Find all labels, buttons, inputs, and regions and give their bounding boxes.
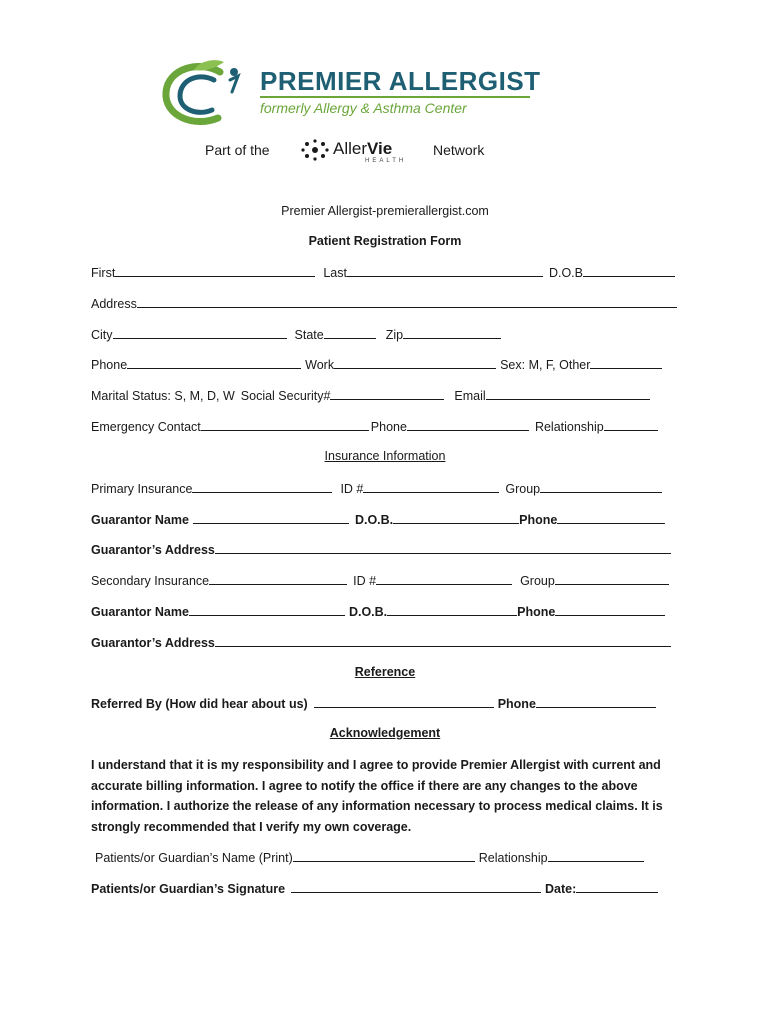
referred-by-phone-field[interactable] [536, 695, 656, 708]
brand-name: PREMIER ALLERGIST [260, 66, 541, 96]
secondary-insurance-field[interactable] [209, 572, 347, 585]
secondary-guarantor-name-field[interactable] [189, 603, 345, 616]
ssn-field[interactable] [330, 387, 444, 400]
primary-guarantor-address-field[interactable] [215, 541, 671, 554]
zip-field[interactable] [403, 326, 501, 339]
first-name-field[interactable] [115, 264, 315, 277]
last-name-field[interactable] [347, 264, 543, 277]
secondary-id-field[interactable] [376, 572, 512, 585]
emergency-row: Emergency Contact Phone Relationship [91, 418, 658, 436]
signature-row: Patients/or Guardian’s Signature Date: [91, 880, 658, 898]
guardian-name-row: Patients/or Guardian’s Name (Print) Relationship [95, 849, 644, 867]
address-row: Address [91, 295, 677, 313]
secondary-guarantor-row: Guarantor Name D.O.B. Phone [91, 603, 665, 621]
name-row: First Last D.O.B [91, 264, 675, 282]
brand-subtitle: formerly Allergy & Asthma Center [260, 100, 467, 116]
primary-guarantor-name-field[interactable] [193, 511, 349, 524]
primary-guarantor-phone-field[interactable] [557, 511, 665, 524]
reference-heading: Reference [354, 665, 416, 679]
emergency-contact-field[interactable] [201, 418, 369, 431]
phone-row: Phone Work Sex: M, F, Other [91, 356, 662, 374]
secondary-insurance-row: Secondary Insurance ID # Group [91, 572, 669, 590]
referred-by-row: Referred By (How did hear about us) Phone [91, 695, 656, 713]
primary-insurance-row: Primary Insurance ID # Group [91, 480, 662, 498]
emergency-relationship-field[interactable] [604, 418, 658, 431]
work-phone-field[interactable] [334, 356, 496, 369]
brand-divider [260, 96, 530, 98]
premier-allergist-logo [160, 58, 540, 130]
acknowledgement-heading: Acknowledgement [329, 726, 441, 740]
marital-row: Marital Status: S, M, D, W Social Security# Email [91, 387, 650, 405]
primary-guarantor-row: Guarantor Name D.O.B. Phone [91, 511, 665, 529]
address-field[interactable] [137, 295, 677, 308]
network-brand: AllerVie [333, 139, 393, 158]
guardian-relationship-field[interactable] [548, 849, 644, 862]
email-field[interactable] [486, 387, 650, 400]
network-prefix: Part of the [205, 142, 270, 158]
swoosh-logo-icon [160, 58, 252, 130]
secondary-guarantor-address-row: Guarantor’s Address [91, 634, 671, 652]
phone-field[interactable] [127, 356, 301, 369]
signature-field[interactable] [291, 880, 541, 893]
sex-field[interactable] [590, 356, 662, 369]
state-field[interactable] [324, 326, 376, 339]
dob-field[interactable] [583, 264, 675, 277]
primary-insurance-field[interactable] [192, 480, 332, 493]
date-field[interactable] [576, 880, 658, 893]
emergency-phone-field[interactable] [407, 418, 529, 431]
insurance-heading: Insurance Information [324, 449, 446, 463]
primary-id-field[interactable] [363, 480, 499, 493]
secondary-guarantor-dob-field[interactable] [387, 603, 517, 616]
secondary-guarantor-phone-field[interactable] [555, 603, 665, 616]
site-line: Premier Allergist-premierallergist.com [281, 204, 489, 218]
network-health: HEALTH [365, 158, 407, 164]
network-suffix: Network [433, 142, 485, 158]
primary-group-field[interactable] [540, 480, 662, 493]
referred-by-field[interactable] [314, 695, 494, 708]
city-row: City State Zip [91, 326, 501, 344]
primary-guarantor-dob-field[interactable] [393, 511, 519, 524]
form-title: Patient Registration Form [308, 234, 462, 248]
secondary-group-field[interactable] [555, 572, 669, 585]
acknowledgement-text: I understand that it is my responsibility and I agree to provide Premier Allergist with current and accurate billing information. I agree to notify the office if there are any changes to the above information. I authorize the release of any information necessary to process medical claims. It is strongly recommended that I verify my own coverage. [91, 758, 663, 834]
allervie-snowflake-icon [301, 139, 329, 161]
secondary-guarantor-address-field[interactable] [215, 634, 671, 647]
city-field[interactable] [113, 326, 287, 339]
primary-guarantor-address-row: Guarantor’s Address [91, 541, 671, 559]
network-tagline [205, 139, 505, 165]
guardian-name-field[interactable] [293, 849, 475, 862]
